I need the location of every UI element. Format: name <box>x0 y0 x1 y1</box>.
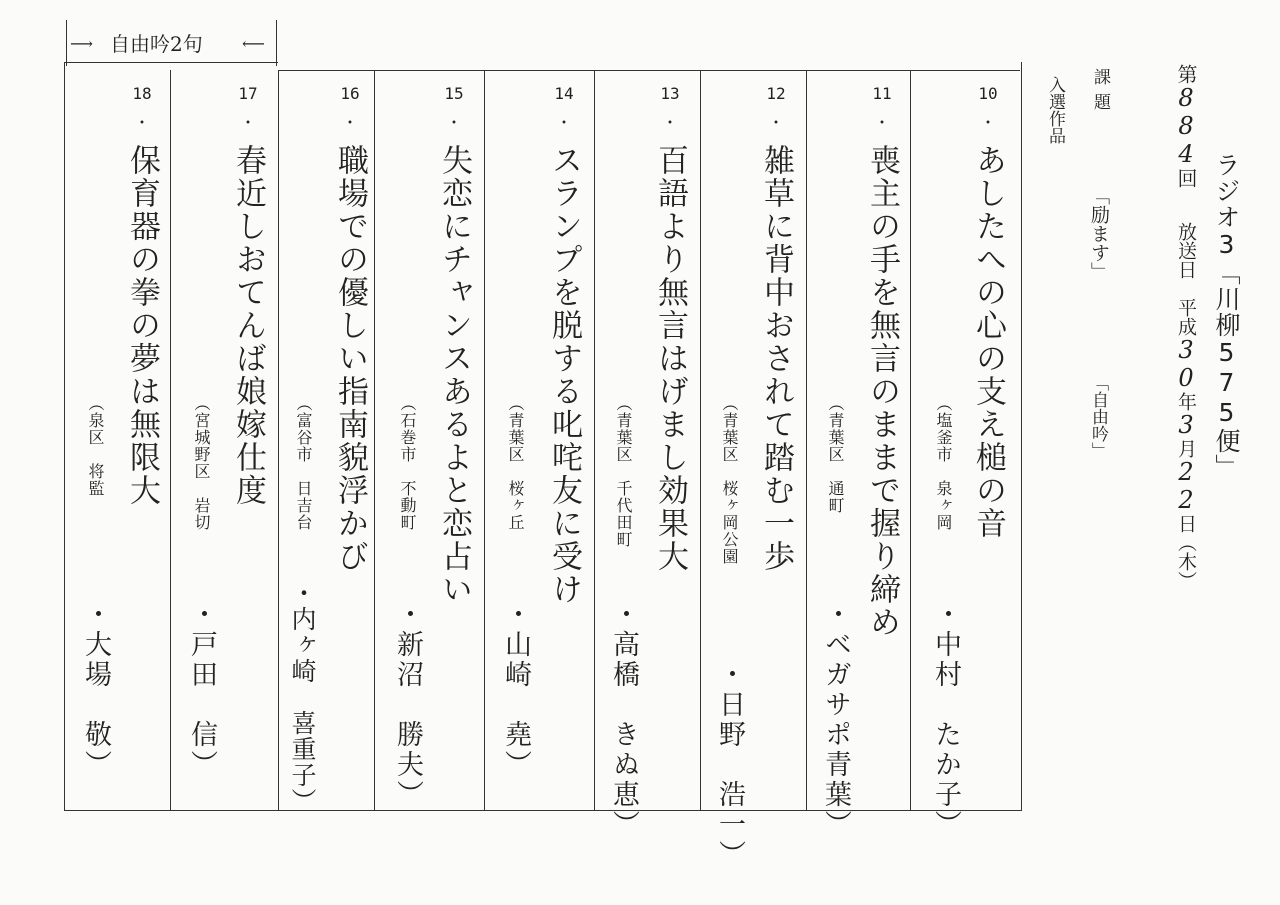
date-year: 30 <box>1172 336 1200 392</box>
poem-column-11 <box>806 70 910 840</box>
bracket-right-tick <box>276 20 277 66</box>
poem-address: （青葉区 桜ヶ岡公園 <box>720 395 739 565</box>
poem-author: ・ベガサポ青葉） <box>820 600 851 840</box>
date-unit-year: 年 <box>1175 392 1197 411</box>
poem-text: 喪主の手を無言のままで握り締め <box>864 144 900 639</box>
arrow-left-icon: ⟵ <box>242 34 265 53</box>
poem-number: 11 <box>872 84 892 103</box>
poem-number: 13 <box>660 84 680 103</box>
poem-column-15 <box>374 70 484 810</box>
poem-number: 14 <box>554 84 574 103</box>
poem-text: 職場での優しい指南貌浮かび <box>332 144 368 573</box>
theme-label: 課題 <box>1090 68 1110 118</box>
arrow-right-icon: ⟶ <box>70 34 93 53</box>
poem-author: ・戸田 信） <box>186 600 217 780</box>
poem-text: 百語より無言はげまし効果大 <box>652 144 688 573</box>
poem-author: ・新沼 勝夫） <box>392 600 423 810</box>
date-unit-day: 日（木） <box>1175 514 1197 590</box>
date-month: 3 <box>1172 411 1200 439</box>
table-top-line-left <box>64 62 278 63</box>
poem-number: 15 <box>444 84 464 103</box>
poem-number: 17 <box>238 84 258 103</box>
poem-text: 雑草に背中おされて踏む一歩 <box>758 144 794 573</box>
episode-prefix: 第 <box>1174 64 1198 84</box>
theme: 「励ます」 <box>1088 186 1110 281</box>
poem-address: （富谷市 日吉台 <box>294 395 313 531</box>
episode-suffix: 回 <box>1174 168 1198 188</box>
poem-address: （石巻市 不動町 <box>398 395 417 531</box>
poem-column-14 <box>484 70 594 810</box>
poem-number: 10 <box>978 84 998 103</box>
poem-dot: ・ <box>979 113 996 132</box>
poem-author: ・中村 たか子） <box>930 600 961 840</box>
bracket-left-tick <box>66 20 67 66</box>
poem-address: （青葉区 通町 <box>826 395 845 514</box>
entries-label: 入選作品 <box>1045 76 1065 144</box>
poem-dot: ・ <box>239 113 256 132</box>
poem-author: ・日野 浩一） <box>714 660 745 870</box>
poem-author: ・大場 敬） <box>80 600 111 780</box>
poem-text: 失恋にチャンスあるよと恋占い <box>436 144 472 606</box>
poem-author: ・内ヶ崎 喜重子） <box>288 580 317 814</box>
poem-number: 12 <box>766 84 786 103</box>
poem-column-16 <box>278 70 374 814</box>
poem-number: 16 <box>340 84 360 103</box>
poem-address: （泉区 将監 <box>86 395 105 497</box>
poem-dot: ・ <box>445 113 462 132</box>
poem-number: 18 <box>132 84 152 103</box>
section-bracket-label: 自由吟2句 <box>110 32 203 56</box>
date-label: 放送日 平成 <box>1175 222 1197 336</box>
episode-digits: 884 <box>1172 84 1200 168</box>
poem-address: （青葉区 千代田町 <box>614 395 633 548</box>
poem-column-10 <box>910 70 1020 840</box>
poem-column-13 <box>594 70 700 840</box>
poem-address: （宮城野区 岩切 <box>192 395 211 531</box>
poem-dot: ・ <box>873 113 890 132</box>
poem-column-17 <box>170 70 278 810</box>
poem-column-12 <box>700 70 806 870</box>
broadcast-date <box>1172 222 1200 590</box>
poem-text: 保育器の拳の夢は無限大 <box>124 144 160 507</box>
episode-number <box>1172 64 1201 188</box>
poem-dot: ・ <box>555 113 572 132</box>
free-verse-label: 「自由吟」 <box>1088 374 1108 459</box>
poem-text: あしたへの心の支え槌の音 <box>970 144 1006 540</box>
program-title: ラジオ3「川柳575便」 <box>1212 152 1241 480</box>
date-day: 22 <box>1172 458 1200 514</box>
poem-author: ・山崎 堯） <box>500 600 531 780</box>
poem-dot: ・ <box>133 113 150 132</box>
poem-dot: ・ <box>341 113 358 132</box>
poem-text: 春近しおてんば娘嫁仕度 <box>230 144 266 507</box>
poem-dot: ・ <box>661 113 678 132</box>
poem-address: （塩釜市 泉ヶ岡 <box>934 395 953 531</box>
poem-dot: ・ <box>767 113 784 132</box>
poem-text: スランプを脱する叱咤友に受け <box>546 144 582 606</box>
date-unit-month: 月 <box>1175 439 1197 458</box>
poem-address: （青葉区 桜ヶ丘 <box>506 395 525 531</box>
poem-column-18 <box>64 70 170 810</box>
poem-author: ・高橋 きぬ恵） <box>608 600 639 840</box>
